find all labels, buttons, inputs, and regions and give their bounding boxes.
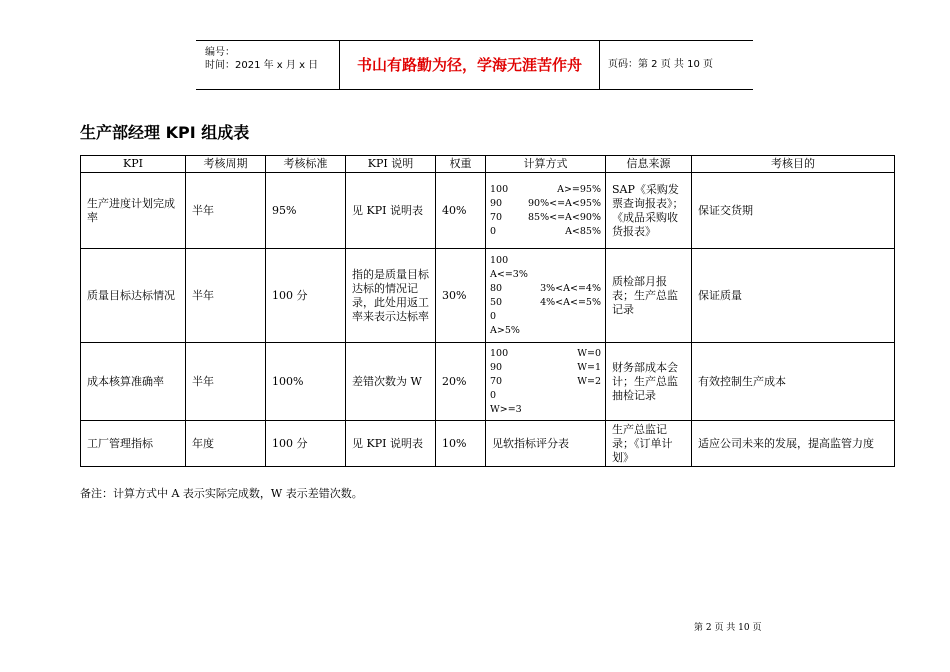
cell-purpose: 适应公司未来的发展，提高监管力度 [692, 421, 895, 467]
cell-kpi: 工厂管理指标 [81, 421, 186, 467]
header-page-info: 页码：第 2 页 共 10 页 [608, 59, 713, 70]
cell-desc: 差错次数为 W [346, 343, 436, 421]
cell-period: 年度 [186, 421, 266, 467]
header-meta [196, 41, 340, 89]
calc-line: W>=3 [490, 403, 522, 415]
time-label: 时间：2021 年 x 月 x 日 [205, 60, 319, 71]
cell-weight: 20% [436, 343, 486, 421]
header-desc: KPI 说明 [346, 156, 436, 173]
calc-line: 70 W=2 [490, 375, 601, 387]
cell-calc [486, 249, 606, 343]
cell-weight: 30% [436, 249, 486, 343]
calc-line: 0 [490, 389, 497, 401]
header-purpose: 考核目的 [692, 156, 895, 173]
calc-line: 50 4%<A<=5% [490, 296, 601, 308]
cell-purpose: 有效控制生产成本 [692, 343, 895, 421]
cell-period: 半年 [186, 343, 266, 421]
header-motto: 书山有路勤为径，学海无涯苦作舟 [340, 41, 600, 89]
header-source: 信息来源 [606, 156, 692, 173]
calc-line: 100 [490, 254, 509, 266]
table-row [81, 173, 895, 249]
cell-source: 质检部月报表；生产总监记录 [606, 249, 692, 343]
cell-weight: 10% [436, 421, 486, 467]
cell-kpi: 成本核算准确率 [81, 343, 186, 421]
cell-source: 生产总监记录；《订单计划》 [606, 421, 692, 467]
calc-line: A<=3% [490, 268, 528, 280]
table-row [81, 249, 895, 343]
table-header-row [81, 156, 895, 173]
cell-period: 半年 [186, 173, 266, 249]
cell-kpi: 质量目标达标情况 [81, 249, 186, 343]
table-row [81, 421, 895, 467]
cell-weight: 40% [436, 173, 486, 249]
header-period: 考核周期 [186, 156, 266, 173]
calc-line: 90 W=1 [490, 361, 601, 373]
cell-source: 财务部成本会计；生产总监抽检记录 [606, 343, 692, 421]
calc-line: 0 A<85% [490, 225, 601, 237]
cell-kpi: 生产进度计划完成率 [81, 173, 186, 249]
cell-calc: 见软指标评分表 [486, 421, 606, 467]
document-title: 生产部经理 KPI 组成表 [80, 123, 250, 142]
cell-standard: 95% [266, 173, 346, 249]
calc-line: A>5% [490, 324, 520, 336]
cell-calc [486, 343, 606, 421]
cell-purpose: 保证交货期 [692, 173, 895, 249]
footnote: 备注：计算方式中 A 表示实际完成数，W 表示差错次数。 [80, 487, 363, 500]
cell-desc: 指的是质量目标达标的情况记录，此处用返工率来表示达标率 [346, 249, 436, 343]
kpi-table [80, 155, 895, 467]
cell-purpose: 保证质量 [692, 249, 895, 343]
header-calc: 计算方式 [486, 156, 606, 173]
cell-desc: 见 KPI 说明表 [346, 173, 436, 249]
cell-desc: 见 KPI 说明表 [346, 421, 436, 467]
calc-line: 70 85%<=A<90% [490, 211, 601, 223]
page-header [196, 40, 753, 90]
calc-line: 0 [490, 310, 497, 322]
header-kpi: KPI [81, 156, 186, 173]
cell-standard: 100 分 [266, 421, 346, 467]
header-standard: 考核标准 [266, 156, 346, 173]
cell-standard: 100% [266, 343, 346, 421]
cell-standard: 100 分 [266, 249, 346, 343]
cell-period: 半年 [186, 249, 266, 343]
table-row [81, 343, 895, 421]
cell-source: SAP《采购发票查询报表》；《成品采购收货报表》 [606, 173, 692, 249]
cell-calc [486, 173, 606, 249]
page-footer: 第 2 页 共 10 页 [694, 623, 762, 633]
calc-line: 80 3%<A<=4% [490, 282, 601, 294]
calc-line: 100 W=0 [490, 347, 601, 359]
calc-line: 90 90%<=A<95% [490, 197, 601, 209]
number-label: 编号： [205, 47, 235, 58]
header-weight: 权重 [436, 156, 486, 173]
calc-line: 100 A>=95% [490, 183, 601, 195]
